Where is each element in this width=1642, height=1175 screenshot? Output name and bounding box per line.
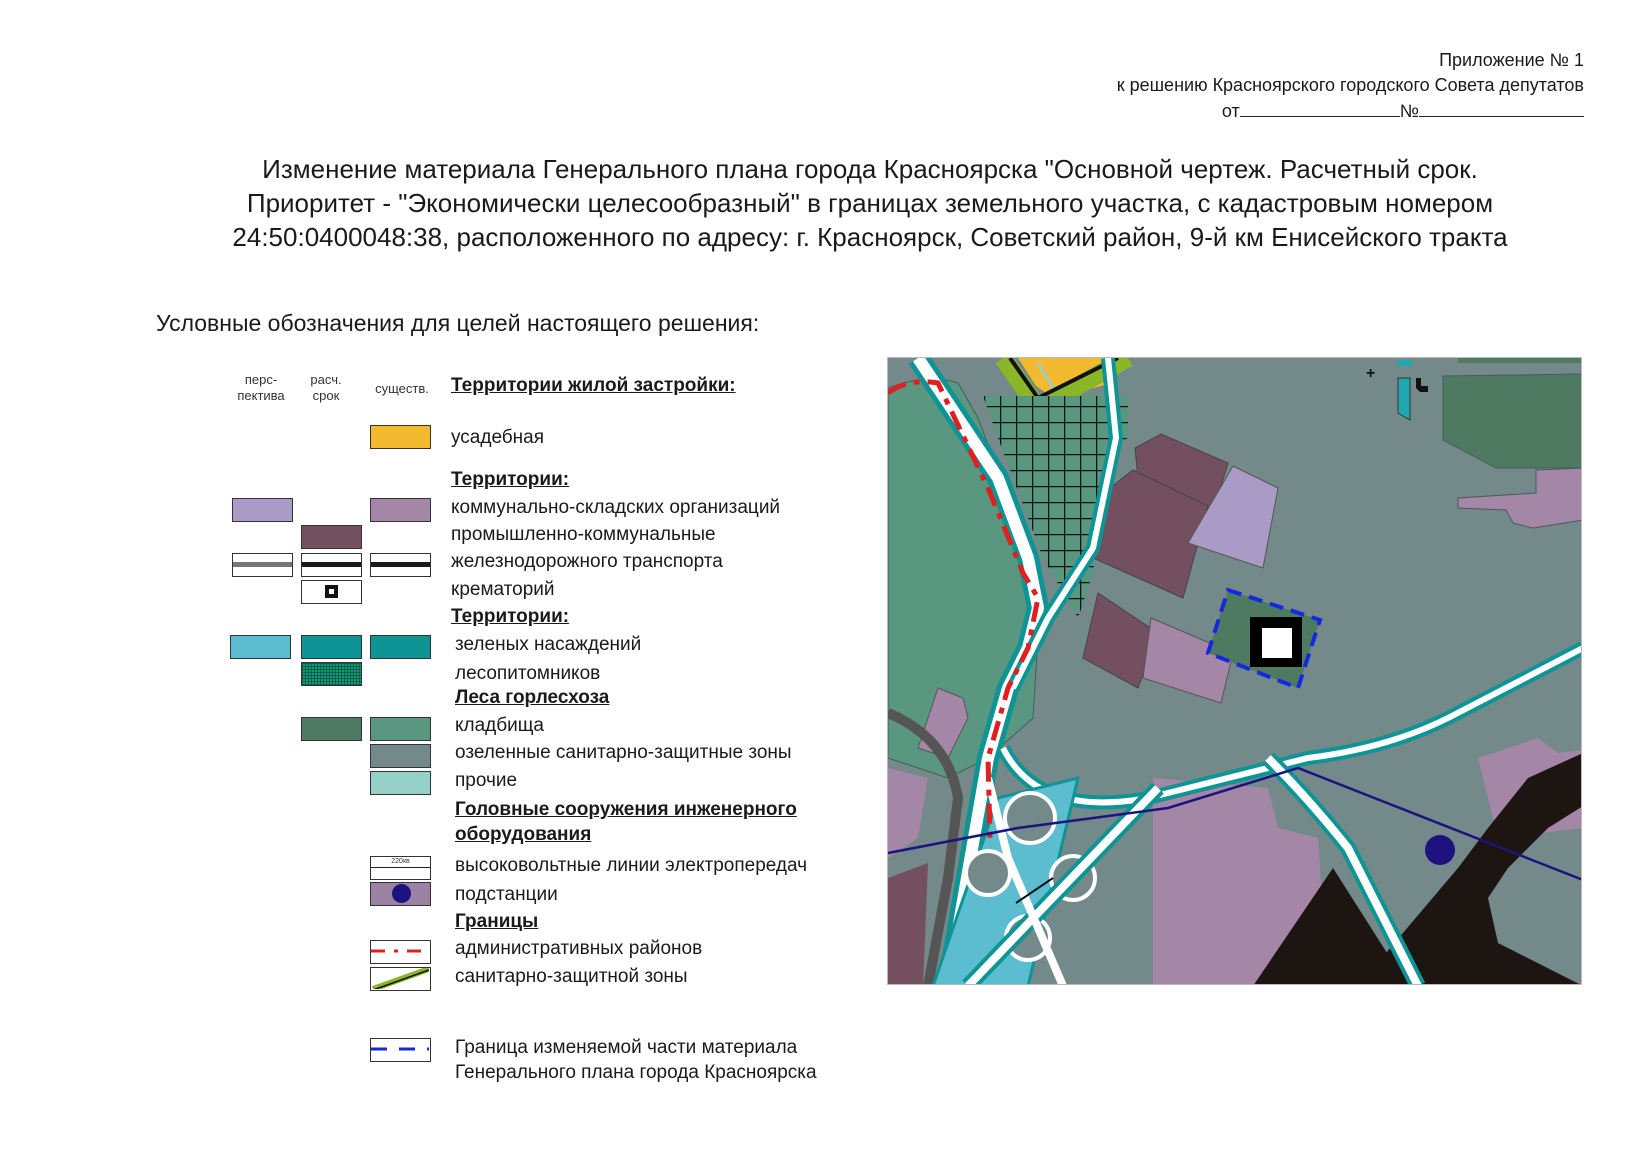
- section-territories-1: Территории:: [451, 469, 570, 490]
- section-borders: Границы: [455, 911, 539, 932]
- title-line2: Приоритет - "Экономически целесообразный" в границах земельного участка, с кадастровым номером: [246, 188, 1494, 218]
- swatch-nursery-calc: [301, 662, 362, 686]
- section-forests: Леса горлесхоза: [455, 687, 610, 708]
- cross-icon: +: [1366, 365, 1376, 382]
- item-cemetery: кладбища: [455, 715, 544, 736]
- section-engineering-1: Головные сооружения инженерного: [455, 799, 797, 820]
- swatch-sanitary-zone: [370, 967, 431, 991]
- item-changed-boundary-2: Генерального плана города Красноярска: [455, 1062, 817, 1083]
- swatch-railway-calc: [301, 553, 362, 577]
- sanitary-border-icon: [371, 968, 429, 989]
- column-header-perspective-1: перс-: [244, 372, 278, 387]
- crematorium-icon: [325, 585, 338, 598]
- item-sanitary-green: озеленные санитарно-защитные зоны: [455, 742, 792, 763]
- swatch-industrial-calc: [301, 525, 362, 549]
- swatch-substations: [370, 882, 431, 906]
- swatch-green-existing: [370, 635, 431, 659]
- item-communal: коммунально-складских организаций: [451, 497, 781, 518]
- swatch-forest-calc: [301, 717, 362, 741]
- appendix-line1: Приложение № 1: [1439, 50, 1584, 70]
- item-changed-boundary: [455, 1035, 817, 1085]
- swatch-green-perspective: [230, 635, 291, 659]
- item-changed-boundary-1: Граница изменяемой части материала: [455, 1037, 798, 1058]
- number-label: №: [1399, 101, 1419, 121]
- appendix-line3: [1117, 98, 1584, 124]
- item-manor: усадебная: [451, 427, 545, 448]
- title-line1: Изменение материала Генерального плана города Красноярска "Основной чертеж. Расчетный срок.: [262, 154, 1478, 184]
- map-area-forest-ne-strip: [1458, 358, 1582, 363]
- item-railway: железнодорожного транспорта: [451, 551, 723, 572]
- swatch-changed-boundary: [370, 1038, 431, 1062]
- item-substations: подстанции: [455, 884, 558, 905]
- map-panel[interactable]: [887, 357, 1582, 985]
- item-nursery: лесопитомников: [455, 663, 601, 684]
- map-area-green-small: [1398, 378, 1410, 420]
- map-canvas[interactable]: [888, 358, 1582, 985]
- date-blank: [1240, 98, 1400, 117]
- swatch-cemetery-existing: [370, 717, 431, 741]
- dash-dot-line-icon: [371, 941, 429, 962]
- title-line3: 24:50:0400048:38, расположенного по адресу: г. Красноярск, Советский район, 9-й км Енисейского тракта: [232, 222, 1508, 252]
- section-residential: Территории жилой застройки:: [451, 375, 736, 396]
- map-area-industrial-sw: [888, 863, 928, 985]
- column-header-perspective-2: пектива: [237, 388, 285, 403]
- section-engineering-2: оборудования: [455, 824, 592, 845]
- swatch-power-lines: [370, 856, 431, 880]
- item-crematorium: крематорий: [451, 579, 555, 600]
- swatch-communal-perspective: [232, 498, 293, 522]
- column-header-existing: существ.: [375, 381, 429, 396]
- number-blank: [1419, 98, 1584, 117]
- swatch-admin-districts: [370, 940, 431, 964]
- appendix-block: [1117, 48, 1584, 124]
- legend-heading: Условные обозначения для целей настоящего решения:: [156, 310, 760, 336]
- swatch-sanitary-green-existing: [370, 744, 431, 768]
- item-industrial: промышленно-коммунальные: [451, 524, 716, 545]
- item-other: прочие: [455, 770, 518, 791]
- swatch-green-calc: [301, 635, 362, 659]
- swatch-crematorium-calc: [301, 580, 362, 604]
- swatch-railway-existing: [370, 553, 431, 577]
- map-crematorium-icon-inner: [1262, 628, 1292, 658]
- power-line-voltage-label: 220кв: [391, 858, 410, 865]
- section-territories-2: Территории:: [451, 606, 570, 627]
- column-header-calc: [296, 372, 356, 404]
- swatch-railway-perspective: [232, 553, 293, 577]
- item-power-lines: высоковольтные линии электропередач: [455, 855, 808, 876]
- item-admin-districts: административных районов: [455, 938, 703, 959]
- map-substation-icon: [1425, 835, 1455, 865]
- dashed-line-icon: [371, 1039, 429, 1060]
- swatch-communal-existing: [370, 498, 431, 522]
- appendix-line2: к решению Красноярского городского Совета депутатов: [1116, 75, 1584, 95]
- column-header-calc-2: срок: [312, 388, 340, 403]
- from-label: от: [1221, 101, 1240, 121]
- map-area-green-small-2: [1398, 360, 1412, 366]
- column-header-calc-1: расч.: [310, 372, 342, 387]
- swatch-manor: [370, 425, 431, 449]
- column-header-perspective: [228, 372, 294, 404]
- item-sanitary-zone: санитарно-защитной зоны: [455, 966, 688, 987]
- swatch-other-existing: [370, 771, 431, 795]
- substation-icon: [392, 884, 411, 903]
- item-green: зеленых насаждений: [455, 634, 642, 655]
